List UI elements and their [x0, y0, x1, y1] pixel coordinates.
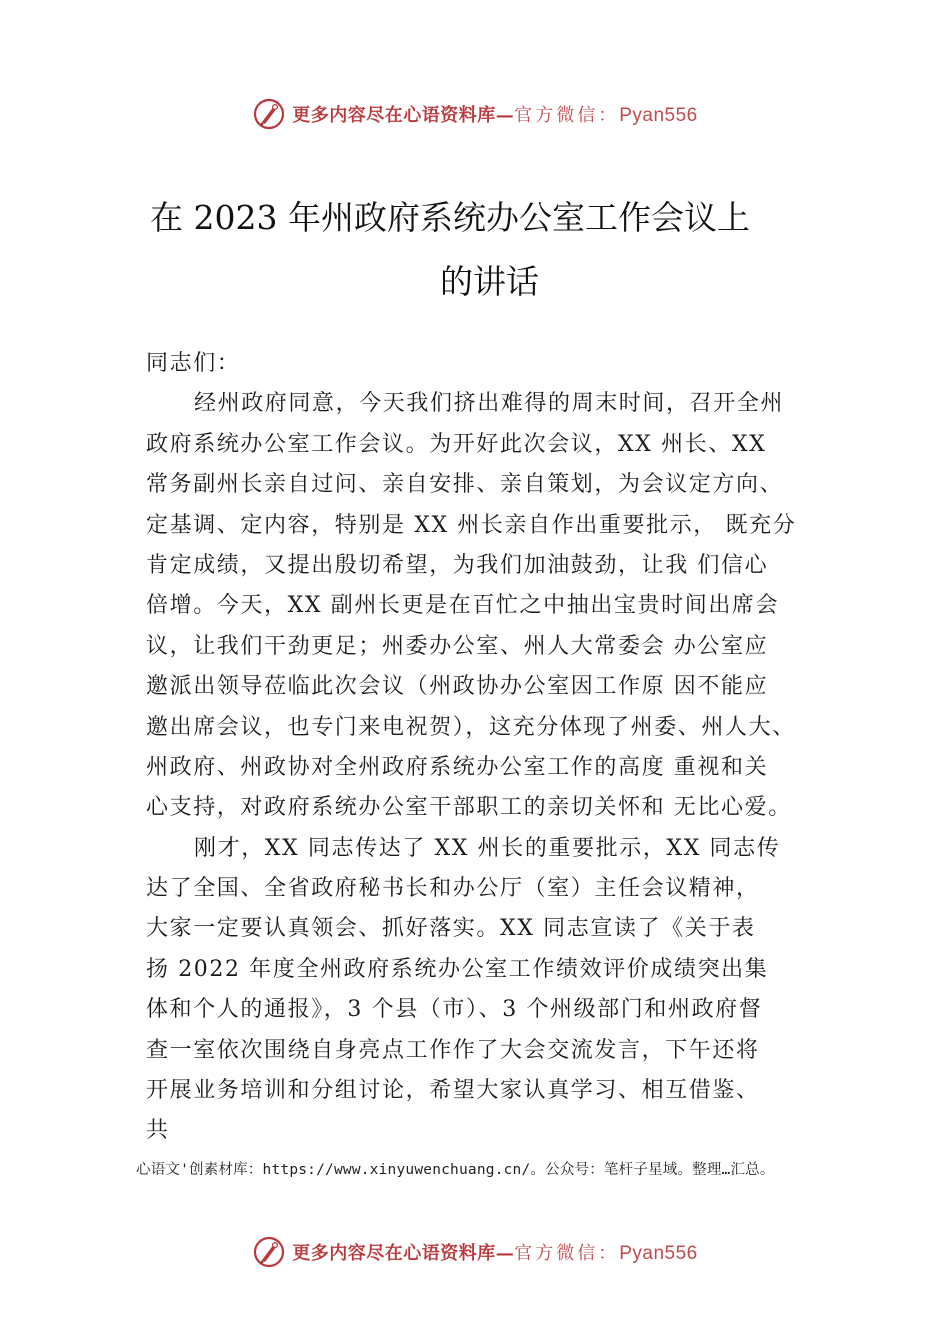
body-line: 州政府、州政协对全州政府系统办公室工作的高度 重视和关 — [146, 754, 769, 780]
banner-text: 更多内容尽在心语资料库—官方微信：Pyan556 — [292, 1243, 698, 1264]
body-line: 常务副州长亲自过问、亲自安排、亲自策划，为会议定方向、 — [146, 472, 784, 498]
body-line: 政府系统办公室工作会议。为开好此次会议，XX 州长、XX — [146, 431, 767, 457]
body-line: 扬 2022 年度全州政府系统办公室工作绩效评价成绩突出集 — [146, 956, 769, 982]
pen-logo-icon — [252, 97, 286, 131]
body-line: 邀出席会议，也专门来电祝贺），这充分体现了州委、州人大、 — [146, 714, 796, 740]
body-line: 肯定成绩，又提出殷切希望，为我们加油鼓劲，让我 们信心 — [146, 552, 769, 578]
body-line: 心支持，对政府系统办公室干部职工的亲切关怀和 无比心爱。 — [146, 795, 792, 821]
body-line: 大家一定要认真领会、抓好落实。XX 同志宣读了《关于表 — [146, 916, 756, 942]
banner-text: 更多内容尽在心语资料库—官方微信：Pyan556 — [292, 105, 698, 126]
body-line: 同志们： — [146, 351, 241, 376]
document-title — [148, 186, 808, 314]
body-line: 共 — [146, 1118, 170, 1144]
header-banner — [0, 94, 950, 134]
body-line: 体和个人的通报》，3 个县（市）、3 个州级部门和州政府督 — [146, 997, 763, 1023]
body-line: 邀派出领导莅临此次会议（州政协办公室因工作原 因不能应 — [146, 674, 769, 700]
title-line-1: 在 2023 年州政府系统办公室工作会议上 — [150, 198, 750, 237]
title-line-2: 的讲话 — [440, 262, 539, 301]
body-line: 经州政府同意，今天我们挤出难得的周末时间，召开全州 — [194, 391, 785, 417]
body-line: 查一室依次围绕自身亮点工作作了大会交流发言，下午还将 — [146, 1037, 760, 1063]
body-line: 刚才，XX 同志传达了 XX 州长的重要批示，XX 同志传 — [194, 835, 781, 861]
body-line: 达了全国、全省政府秘书长和办公厅（室）主任会议精神， — [146, 876, 760, 902]
source-footnote: 心语文'创素材库：https://www.xinyuwenchuang.cn/。公众号：笔杆子星域。整理…汇总。 — [136, 1162, 775, 1178]
footer-banner — [0, 1232, 950, 1272]
body-line: 倍增。今天，XX 副州长更是在百忙之中抽出宝贵时间出席会 — [146, 593, 780, 619]
body-line: 开展业务培训和分组讨论，希望大家认真学习、相互借鉴、 — [146, 1078, 760, 1104]
document-body — [146, 344, 836, 1152]
body-line: 议，让我们干劲更足；州委办公室、州人大常委会 办公室应 — [146, 633, 769, 659]
body-line: 定基调、定内容，特别是 XX 州长亲自作出重要批示， 既充分 — [146, 512, 797, 538]
pen-logo-icon — [252, 1235, 286, 1269]
